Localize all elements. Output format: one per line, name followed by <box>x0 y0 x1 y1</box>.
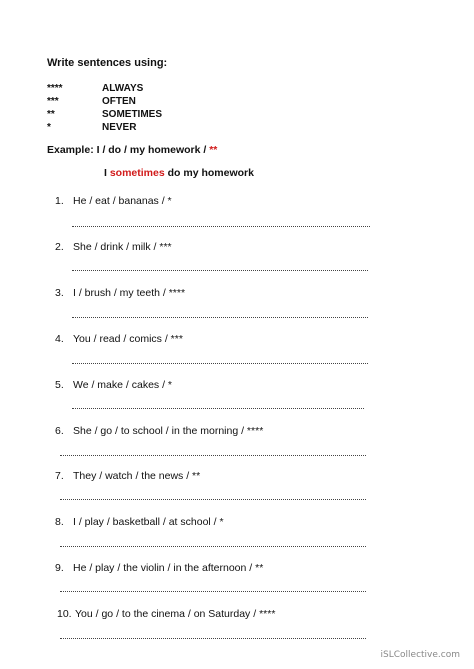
frequency-stars: ** <box>47 109 55 120</box>
answer-line-8[interactable] <box>60 546 366 547</box>
exercise-item-3 <box>55 287 185 299</box>
item-number: 10. <box>57 608 72 620</box>
exercise-item-9 <box>55 562 263 574</box>
answer-line-10[interactable] <box>60 638 366 639</box>
item-number: 5. <box>55 379 64 391</box>
example-answer-end: do my homework <box>164 167 254 179</box>
item-number: 3. <box>55 287 64 299</box>
worksheet-title: Write sentences using: <box>47 57 168 69</box>
answer-line-7[interactable] <box>60 499 366 500</box>
answer-line-1[interactable] <box>72 226 370 227</box>
frequency-word: OFTEN <box>102 96 136 107</box>
item-prompt: They / watch / the news / ** <box>73 470 201 482</box>
frequency-word: ALWAYS <box>102 83 144 94</box>
item-prompt: She / drink / milk / *** <box>73 241 172 253</box>
item-prompt: We / make / cakes / * <box>73 379 173 391</box>
example-prompt <box>47 144 217 156</box>
item-prompt: You / go / to the cinema / on Saturday / **** <box>75 608 276 620</box>
item-number: 4. <box>55 333 64 345</box>
frequency-stars: *** <box>47 96 59 107</box>
frequency-word: NEVER <box>102 122 137 133</box>
example-answer <box>104 167 254 179</box>
item-number: 1. <box>55 195 64 207</box>
item-number: 8. <box>55 516 64 528</box>
frequency-stars: **** <box>47 83 63 94</box>
item-number: 6. <box>55 425 64 437</box>
exercise-item-5 <box>55 379 172 391</box>
example-label: Example: I / do / my homework / <box>47 144 210 156</box>
example-stars: ** <box>209 144 218 156</box>
item-prompt: I / play / basketball / at school / * <box>73 516 224 528</box>
item-prompt: I / brush / my teeth / **** <box>73 287 186 299</box>
item-prompt: She / go / to school / in the morning / **** <box>73 425 264 437</box>
exercise-item-6 <box>55 425 263 437</box>
frequency-stars: * <box>47 122 51 133</box>
item-prompt: You / read / comics / *** <box>73 333 183 345</box>
answer-line-2[interactable] <box>72 270 368 271</box>
example-answer-adverb: sometimes <box>109 167 165 179</box>
answer-line-9[interactable] <box>60 591 366 592</box>
exercise-item-10 <box>57 608 275 620</box>
exercise-item-2 <box>55 241 172 253</box>
frequency-word: SOMETIMES <box>102 109 163 120</box>
exercise-item-4 <box>55 333 183 345</box>
item-number: 9. <box>55 562 64 574</box>
item-prompt: He / eat / bananas / * <box>73 195 172 207</box>
item-number: 7. <box>55 470 64 482</box>
exercise-item-8 <box>55 516 224 528</box>
exercise-item-7 <box>55 470 200 482</box>
answer-line-3[interactable] <box>72 317 368 318</box>
example-answer-start: I <box>104 167 110 179</box>
watermark-footer: iSLCollective.com <box>380 650 460 660</box>
exercise-item-1 <box>55 195 172 207</box>
answer-line-5[interactable] <box>72 408 364 409</box>
item-number: 2. <box>55 241 64 253</box>
answer-line-4[interactable] <box>72 363 368 364</box>
answer-line-6[interactable] <box>60 455 366 456</box>
item-prompt: He / play / the violin / in the afternoon / ** <box>73 562 264 574</box>
